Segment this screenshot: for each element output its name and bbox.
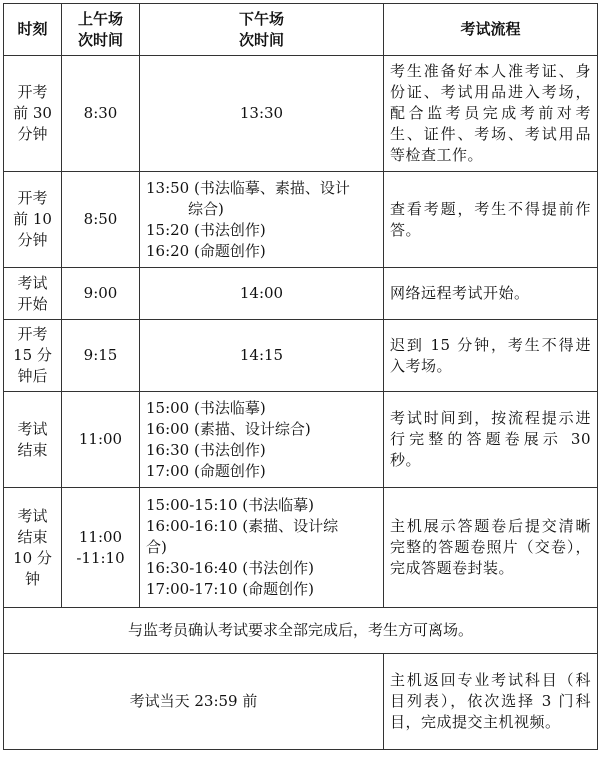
- time-cell: [4, 172, 62, 268]
- header-afternoon: [140, 4, 384, 56]
- afternoon-time-line: 16:20 (命题创作): [146, 241, 266, 260]
- morning-time-cell: 11:00: [62, 392, 140, 488]
- morning-time-cell: 9:15: [62, 320, 140, 392]
- morning-time-line: 11:00: [78, 527, 123, 546]
- flow-cell: 主机展示答题卷后提交清晰完整的答题卷照片（交卷），完成答题卷封装。: [384, 488, 598, 608]
- time-line: 开始: [17, 294, 48, 313]
- header-time: 时刻: [4, 4, 62, 56]
- header-afternoon-line-1: 下午场: [238, 9, 284, 28]
- time-line: 结束: [17, 440, 48, 459]
- morning-time-cell: [62, 488, 140, 608]
- time-line: 分钟: [17, 231, 48, 249]
- header-morning: [62, 4, 140, 56]
- flow-cell: 考生准备好本人准考证、身份证、考试用品进入考场，配合监考员完成考前对考生、证件、考场、考试用品等检查工作。: [384, 56, 598, 172]
- time-cell: [4, 320, 62, 392]
- morning-time-line: -11:10: [76, 548, 125, 567]
- time-line: 开考: [17, 189, 48, 207]
- time-cell: [4, 56, 62, 172]
- time-cell: [4, 268, 62, 320]
- afternoon-time-cell: 14:15: [140, 320, 384, 392]
- header-morning-line-2: 次时间: [77, 30, 123, 49]
- table-row: [4, 320, 598, 392]
- notice-row: [4, 608, 598, 654]
- time-line: 钟: [24, 569, 40, 588]
- afternoon-time-line: 17:00-17:10 (命题创作): [146, 580, 314, 598]
- table-row: [4, 268, 598, 320]
- time-line: 结束: [17, 527, 48, 546]
- afternoon-time-cell: [140, 392, 384, 488]
- deadline-cell: 考试当天 23:59 前: [4, 654, 384, 750]
- time-line: 开考: [17, 325, 48, 343]
- afternoon-time-line: 综合): [188, 199, 224, 218]
- final-row: [4, 654, 598, 750]
- afternoon-time-cell: 13:30: [140, 56, 384, 172]
- header-flow: 考试流程: [384, 4, 598, 56]
- morning-time-cell: 8:50: [62, 172, 140, 268]
- time-cell: [4, 392, 62, 488]
- header-row: [4, 4, 598, 56]
- flow-cell: 主机返回专业考试科目（科目列表），依次选择 3 门科目，完成提交主机视频。: [384, 654, 598, 750]
- time-line: 考试: [17, 419, 48, 438]
- time-line: 前 30: [13, 104, 52, 122]
- afternoon-time-line: 16:00-16:10 (素描、设计综: [146, 517, 339, 535]
- morning-time-cell: 8:30: [62, 56, 140, 172]
- time-line: 考试: [17, 506, 48, 525]
- afternoon-time-cell: [140, 172, 384, 268]
- table-row: [4, 392, 598, 488]
- table-row: [4, 488, 598, 608]
- afternoon-time-line: 16:00 (素描、设计综合): [146, 419, 311, 438]
- time-line: 分钟: [17, 125, 48, 143]
- time-line: 考试: [17, 273, 48, 292]
- afternoon-time-line: 13:50 (书法临摹、素描、设计: [146, 178, 350, 197]
- time-line: 钟后: [17, 367, 48, 385]
- afternoon-time-cell: 14:00: [140, 268, 384, 320]
- afternoon-time-cell: [140, 488, 384, 608]
- flow-cell: 考试时间到，按流程提示进行完整的答题卷展示 30 秒。: [384, 392, 598, 488]
- morning-time-cell: 9:00: [62, 268, 140, 320]
- time-line: 前 10: [13, 210, 52, 228]
- time-line: 15 分: [13, 346, 52, 364]
- time-line: 开考: [17, 83, 48, 101]
- flow-cell: 查看考题，考生不得提前作答。: [384, 172, 598, 268]
- afternoon-time-line: 16:30 (书法创作): [146, 440, 266, 459]
- afternoon-time-line: 合): [146, 538, 167, 556]
- afternoon-time-line: 16:30-16:40 (书法创作): [146, 559, 314, 577]
- exam-schedule-table: [3, 3, 598, 750]
- table-row: [4, 56, 598, 172]
- afternoon-time-line: 15:00-15:10 (书法临摹): [146, 496, 314, 514]
- flow-cell: 迟到 15 分钟，考生不得进入考场。: [384, 320, 598, 392]
- afternoon-time-line: 17:00 (命题创作): [146, 461, 266, 480]
- afternoon-time-line: 15:00 (书法临摹): [146, 398, 266, 417]
- header-afternoon-line-2: 次时间: [238, 30, 284, 49]
- time-cell: [4, 488, 62, 608]
- leave-notice: 与监考员确认考试要求全部完成后，考生方可离场。: [4, 608, 598, 654]
- time-line: 10 分: [13, 548, 52, 567]
- header-morning-line-1: 上午场: [77, 9, 123, 28]
- afternoon-time-line: 15:20 (书法创作): [146, 220, 266, 239]
- flow-cell: 网络远程考试开始。: [384, 268, 598, 320]
- table-row: [4, 172, 598, 268]
